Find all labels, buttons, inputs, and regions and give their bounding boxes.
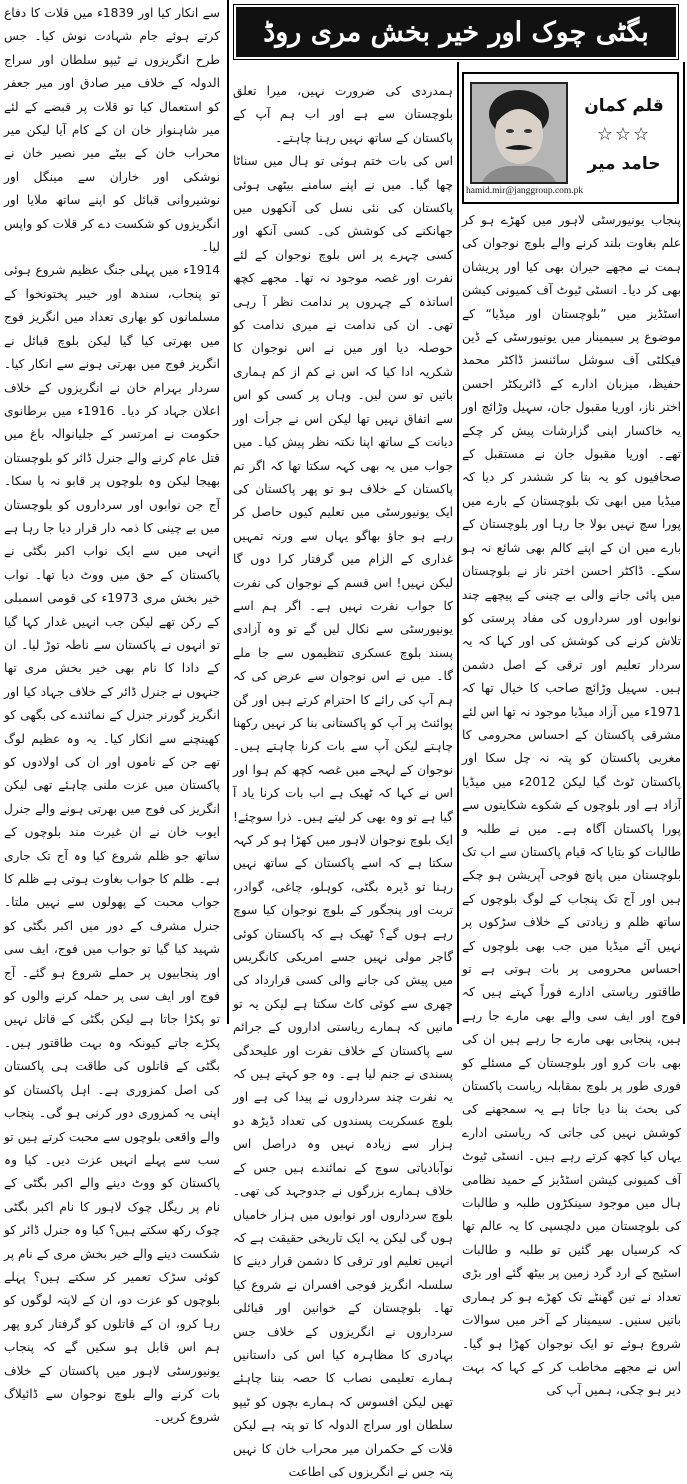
- article-column-middle: [233, 80, 453, 1479]
- paragraph: پنجاب یونیورسٹی لاہور میں کھڑے ہو کر علم بغاوت بلند کرنے والے بلوچ نوجوان کی ہمت نے مجھے حیران بھی کیا اور پریشان بھی کر دیا۔ انسٹی ٹیوٹ آف کمیونی کیشن اسٹڈیز میں ”بلوچستان اور میڈیا“ کے موضوع پر سیمینار میں یونیورسٹی کے ڈین فیکلٹی آف سوشل سائنسز ڈاکٹر محمد حفیظ، میزبان ادارے کے ڈائریکٹر احسن اختر ناز، اوریا مقبول جان، سہیل وڑائچ اور یہ خاکسار اپنی گزارشات پیش کر چکے تھے۔ اوریا مقبول جان نے مستقبل کے صحافیوں کو یہ بتا کر ششدر کر دیا کہ میڈیا میں ابھی تک بلوچستان کے بارے میں پورا سچ نہیں بولا جا رہا اور بلوچستان کے بارے میں ان کے اپنے کالم بھی شائع نہ ہو سکے۔ ڈاکٹر احسن اختر ناز نے بلوچستان میں پائی جانے والی بے چینی کے پیچھے چند نوابوں اور سرداروں کی مفاد پرستی کو تلاش کرنے کی کوشش کی اور کہا کہ یہ سردار تعلیم اور ترقی کے اصل دشمن ہیں۔ سہیل وڑائچ صاحب کا خیال تھا کہ 1971ء میں آزاد میڈیا موجود نہ تھا اس لئے مشرقی پاکستان کے احساس محرومی کا مغربی پاکستان کو پتہ نہ چل سکا اور پاکستان ٹوٹ گیا لیکن 2012ء میں میڈیا آزاد ہے اور بلوچوں کے شکوے شکایتوں سے پورا پاکستان آگاہ ہے۔ میں نے طلبہ و طالبات کو بتایا کہ قیام پاکستان سے اب تک بلوچستان میں پانچ فوجی آپریشن ہو چکے ہیں اور آج تک پنجاب کے لوگ بلوچوں کے ساتھ ظلم و زیادتی کے خلاف سڑکوں پر نہیں آئے میڈیا میں جب بھی بلوچوں کے احساس محرومی پر بات ہوتی ہے تو طاقتور ریاستی ادارے فوراً کہتے ہیں کہ فوج اور ایف سی والے بھی مارے جا رہے ہیں، پنجابی بھی مارے جا رہے ہیں ان کی بھی بات کرو اور بلوچستان کے مسئلے کو فوری طور پر بلوچ بمقابلہ ریاست پاکستان کی بحث بنا دیا جاتا ہے یہ سمجھنے کی کوشش نہیں کی جاتی کہ ریاستی ادارے یہاں کیا کچھ کرتے رہے ہیں۔ انسٹی ٹیوٹ آف کمیونی کیشن اسٹڈیز کے حمید نظامی ہال میں موجود سینکڑوں طلبہ و طالبات کی بلوچستان میں دلچسپی کا یہ عالم تھا کہ کرسیاں بھر گئیں تو طلبہ و طالبات اسٹیج کے ارد گرد زمین پر بیٹھ گئے اور بڑی تعداد نے تین گھنٹے تک کھڑے ہو کر ہماری باتیں سنیں۔ سیمینار کے آخر میں سوالات شروع ہوئے تو ایک نوجوان کھڑا ہو گیا۔ اس نے مجھے مخاطب کر کے کہا کہ بہت دیر ہو چکی، ہمیں آپ کی: [462, 213, 682, 1398]
- star-rating-icon: ☆☆☆: [596, 124, 652, 145]
- headline-banner: [233, 4, 679, 60]
- column-divider: [457, 62, 459, 1024]
- paragraph: سے انکار کیا اور 1839ء میں قلات کا دفاع کرتے ہوئے جام شہادت نوش کیا۔ جس طرح انگریزوں نے ٹیپو سلطان اور سراج الدولہ کے خلاف میر صادق اور میر جعفر کو استعمال کیا تو قلات پر قبضے کے لئے میر شاہنواز خان ان کے کام آیا لیکن میر محراب خان کے بیٹے میر نصیر خان نے نوشکی اور خاران سے مینگل اور نوشیروانی قبائل کو اپنے ساتھ ملایا اور انگریزوں کو شکست دے کر قلات کو واپس لیا۔: [4, 6, 220, 255]
- paragraph: 1914ء میں پہلی جنگ عظیم شروع ہوئی تو پنجاب، سندھ اور خیبر پختونخوا کے مسلمانوں کو بھاری تعداد میں انگریز فوج میں بھرتی کیا گیا لیکن بلوچ قبائل نے انگریز فوج میں بھرتی ہونے سے انکار کیا۔ سردار بہرام خان نے انگریزوں کے خلاف اعلان جہاد کر دیا۔ 1916ء میں برطانوی حکومت نے امرتسر کے جلیانوالہ باغ میں قتل عام کرنے والے جنرل ڈائر کو بلوچستان بھیجا لیکن وہ بلوچوں پر قابو نہ پا سکا۔ آج جن نوابوں اور سرداروں کو بلوچستان میں بے چینی کا ذمہ دار قرار دیا جا رہا ہے انہی میں سے ایک نواب اکبر بگٹی نے پاکستان کے حق میں ووٹ دیا تھا۔ نواب خیر بخش مری 1973ء کی قومی اسمبلی کے رکن تھے لیکن جب انہیں غدار کہا گیا تو انہوں نے پاکستان سے ناطہ توڑ لیا۔ ان کے دادا کا نام بھی خیر بخش مری تھا جنہوں نے جنرل ڈائر کے خلاف جہاد کیا اور انگریز گورنر جنرل کے نمائندے کی بگھی کو کھینچنے سے انکار کیا۔ یہ وہ عظیم لوگ تھے جن کے ناموں اور ان کی اولادوں کو پاکستان میں عزت ملنی چاہئے تھی لیکن انگریز کی فوج میں بھرتی ہونے والے جنرل ایوب خان نے ان غیرت مند بلوچوں کے ساتھ جو ظلم شروع کیا وہ آج تک جاری ہے۔ ظلم کا جواب بغاوت ہوتی ہے ظلم کا جواب محبت کے پھولوں سے نہیں ملتا۔ جنرل مشرف کے دور میں اکبر بگٹی کو شہید کیا گیا تو جواب میں فوج، ایف سی اور پنجابیوں پر حملے شروع ہو گئے۔ آج فوج اور ایف سی پر حملہ کرنے والوں کو تو پکڑا جاتا ہے لیکن بگٹی کے قاتل نہیں پکڑے جاتے کیونکہ وہ بہت طاقتور ہیں۔ بگٹی کے قاتلوں کی طاقت ہی پاکستان کی اصل کمزوری ہے۔ اہل پاکستان کو اپنی یہ کمزوری دور کرنی ہو گی۔ پنجاب والے واقعی بلوچوں سے محبت کرتے ہیں تو سب سے پہلے انہیں عزت دیں۔ کیا وہ پاکستان کو ووٹ دینے والے اکبر بگٹی کے نام پر ریگل چوک لاہور کا نام اکبر بگٹی چوک رکھ سکتے ہیں؟ کیا وہ جنرل ڈائر کو شکست دینے والے خیر بخش مری کے نام پر کوئی سڑک تعمیر کر سکتے ہیں؟ پہلے بلوچوں کو عزت دو، ان کے لاپتہ لوگوں کو رہا کرو، ان کے قاتلوں کو گرفتار کرو پھر ہم اس قابل ہو سکیں گے کہ پنجاب یونیورسٹی لاہور میں پاکستان کے خلاف بات کرنے والے بلوچ نوجوان سے ڈائیلاگ شروع کریں۔: [4, 263, 220, 1425]
- column-divider: [227, 0, 229, 1024]
- paragraph: ہمدردی کی ضرورت نہیں، میرا تعلق بلوچستان سے ہے اور اب ہم آپ کے پاکستان کے ساتھ نہیں رہنا چاہتے۔: [233, 84, 453, 145]
- paragraph: اس کی بات ختم ہوئی تو ہال میں سناٹا چھا گیا۔ میں نے اپنے سامنے بیٹھی ہوئی پاکستان کی نئی نسل کی آنکھوں میں جھانکنے کی کوشش کی۔ کسی آنکھ اور کسی چہرے پر اس بلوچ نوجوان کے لئے نفرت اور غصہ موجود نہ تھا۔ مجھے کچھ اساتذہ کے چہروں پر ندامت نظر آ رہی تھی۔ ان کی ندامت نے میری ندامت کو حوصلہ دیا اور میں نے اس نوجوان کا شکریہ ادا کیا کہ اس نے کم از کم ہماری باتیں تو سن لیں۔ وہاں پر کسی کو اس سے اتفاق نہیں تھا لیکن اس نے جرأت اور دیانت کے ساتھ اپنا نکتہ نظر پیش کیا۔ میں جواب میں یہ بھی کہہ سکتا تھا کہ اگر تم پاکستان کے خلاف ہو تو پھر پاکستان کی ایک یونیورسٹی میں تعلیم کیوں حاصل کر رہے ہو جاؤ بھاگو یہاں سے ورنہ تمہیں غداری کے الزام میں گرفتار کرا دوں گا لیکن نہیں! اس قسم کے نوجوان کی نفرت کا جواب نفرت نہیں ہے۔ اگر ہم اسے یونیورسٹی سے نکال لیں گے تو وہ آزادی پسند بلوچ عسکری تنظیموں سے جا ملے گا۔ میں نے اس نوجوان سے عرض کی کہ ہم آپ کی رائے کا احترام کرتے ہیں اور گن پوائنٹ پر آپ کو پاکستانی بنا کر نہیں رکھنا چاہتے لیکن آپ سے بات کرنا چاہتے ہیں۔ نوجوان کے لہجے میں غصہ کچھ کم ہوا اور اس نے کہا کہ ٹھیک ہے اب بات کرنا یاد آ گیا ہے تو وہ بھی کر لیتے ہیں۔ ذرا سوچئے! ایک بلوچ نوجوان لاہور میں کھڑا ہو کر کہہ سکتا ہے کہ اسے پاکستان کے ساتھ نہیں رہنا تو ڈیرہ بگٹی، کوہلو، چاغی، گوادر، تربت اور پنجگور کے بلوچ نوجوان کیا سوچ رہے ہوں گے؟ ٹھیک ہے کہ پاکستان کوئی گاجر مولی نہیں جسے امریکی کانگریس میں پیش کی جانے والی کسی قرارداد کی چھری سے کوئی کاٹ سکتا ہے لیکن یہ تو مانیں کہ ہمارے ریاستی اداروں کے جرائم سے پاکستان کے خلاف نفرت اور علیحدگی پسندی نے جنم لیا ہے۔ وہ جو کہتے ہیں کہ یہ نفرت چند سرداروں نے پیدا کی ہے اور بلوچ عسکریت پسندوں کی تعداد ڈیڑھ دو ہزار سے زیادہ نہیں وہ دراصل اس نوآبادیاتی سوچ کے نمائندے ہیں جس کے خلاف ہمارے بزرگوں نے جدوجہد کی تھی۔ بلوچ سرداروں اور نوابوں میں ہزار خامیاں ہوں گی لیکن یہ ایک تاریخی حقیقت ہے کہ انہیں تعلیم اور ترقی کا دشمن قرار دینے کا سلسلہ انگریز فوجی افسران نے شروع کیا تھا۔ بلوچستان کے خوانین اور قبائلی سرداروں نے انگریزوں کے خلاف جس بہادری کا مظاہرہ کیا اس کی داستانیں ہمارے تعلیمی نصاب کا حصہ بننا چاہئے تھیں لیکن افسوس کہ ہمارے بچوں کو ٹیپو سلطان اور سراج الدولہ کا تو پتہ ہے لیکن قلات کے حکمران میر محراب خان کا نہیں پتہ جس نے انگریزوں کی اطاعت: [233, 154, 453, 1479]
- byline-box: [462, 72, 679, 204]
- author-name: حامد میر: [587, 154, 661, 174]
- article-column-left: [4, 2, 220, 1425]
- headline: بگٹی چوک اور خیر بخش مری روڈ: [236, 7, 676, 57]
- author-portrait-icon: [472, 84, 566, 182]
- author-photo: [470, 82, 568, 184]
- column-divider: [683, 62, 685, 1024]
- column-name: قلم کمان: [584, 96, 664, 116]
- author-email[interactable]: hamid.mir@janggroup.com.pk: [466, 186, 584, 196]
- article-column-right: [462, 209, 682, 1398]
